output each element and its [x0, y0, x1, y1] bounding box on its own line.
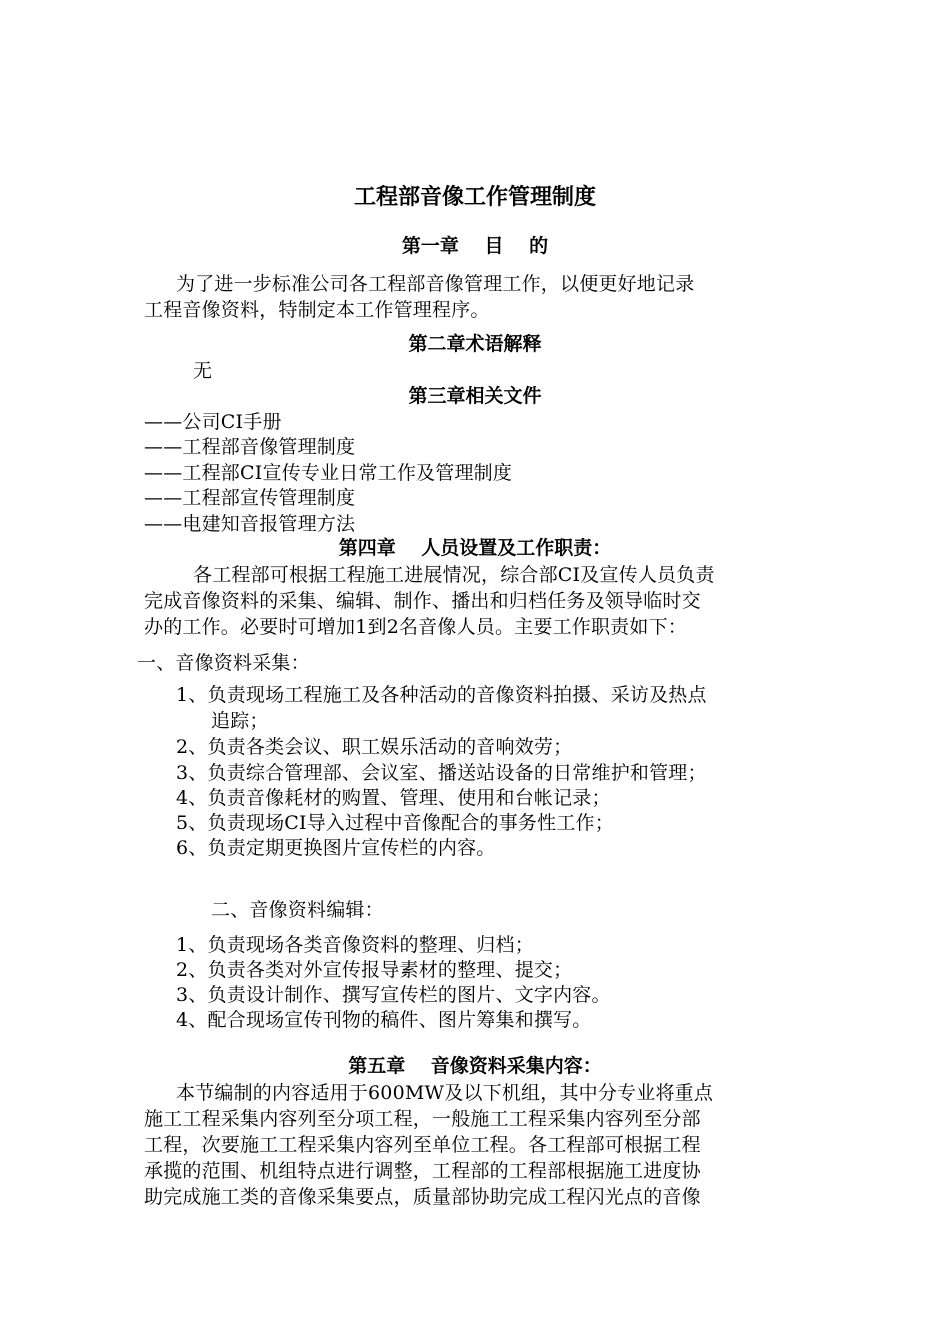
chapter-5-para-line: 助完成施工类的音像采集要点，质量部协助完成工程闪光点的音像 [144, 1186, 701, 1208]
chapter-5-para-line: 工程，次要施工工程采集内容列至单位工程。各工程部可根据工程 [144, 1134, 701, 1156]
chapter-2-text: 无 [193, 360, 213, 382]
section-2-item: 1、负责现场各类音像资料的整理、归档； [176, 934, 534, 956]
chapter-4-heading: 第四章 人员设置及工作职责： [338, 537, 612, 559]
section-1-item: 6、负责定期更换图片宣传栏的内容。 [176, 837, 496, 859]
section-1-item: 3、负责综合管理部、会议室、播送站设备的日常维护和管理； [176, 762, 707, 784]
section-1-item: 2、负责各类会议、职工娱乐活动的音响效劳； [176, 736, 573, 758]
chapter-5-para-line: 本节编制的内容适用于600MW及以下机组，其中分专业将重点 [176, 1082, 714, 1104]
chapter-3-item: ——工程部CI宣传专业日常工作及管理制度 [144, 462, 513, 484]
chapter-3-item: ——工程部宣传管理制度 [144, 487, 356, 509]
chapter-5-heading: 第五章 音像资料采集内容： [348, 1055, 602, 1077]
chapter-5-para-line: 承揽的范围、机组特点进行调整，工程部的工程部根据施工进度协 [144, 1160, 701, 1182]
chapter-1-para-line: 工程音像资料，特制定本工作管理程序。 [144, 299, 490, 321]
section-1-heading: 一、音像资料采集： [137, 652, 310, 674]
document-title: 工程部音像工作管理制度 [353, 185, 596, 210]
chapter-3-item: ——公司CI手册 [144, 411, 282, 433]
chapter-4-para-line: 办的工作。必要时可增加1到2名音像人员。主要工作职责如下： [144, 616, 687, 638]
chapter-1-para-line: 为了进一步标准公司各工程部音像管理工作，以便更好地记录 [176, 273, 695, 295]
section-2-item: 2、负责各类对外宣传报导素材的整理、提交； [176, 959, 573, 981]
chapter-2-heading: 第二章术语解释 [408, 333, 542, 355]
chapter-3-item: ——电建知音报管理方法 [144, 513, 356, 535]
chapter-3-item: ——工程部音像管理制度 [144, 436, 356, 458]
chapter-4-para-line: 各工程部可根据工程施工进展情况，综合部CI及宣传人员负责 [193, 564, 715, 586]
section-1-item: 1、负责现场工程施工及各种活动的音像资料拍摄、采访及热点 [176, 684, 707, 706]
section-2-item: 4、配合现场宣传刊物的稿件、图片筹集和撰写。 [176, 1009, 592, 1031]
section-2-item: 3、负责设计制作、撰写宣传栏的图片、文字内容。 [176, 984, 611, 1006]
section-1-item: 4、负责音像耗材的购置、管理、使用和台帐记录； [176, 787, 611, 809]
section-1-item: 5、负责现场CI导入过程中音像配合的事务性工作； [176, 812, 614, 834]
chapter-3-heading: 第三章相关文件 [408, 385, 542, 407]
chapter-5-para-line: 施工工程采集内容列至分项工程，一般施工工程采集内容列至分部 [144, 1108, 701, 1130]
chapter-4-para-line: 完成音像资料的采集、编辑、制作、播出和归档任务及领导临时交 [144, 590, 701, 612]
section-1-item-continuation: 追踪； [211, 710, 269, 732]
chapter-1-heading: 第一章 目 的 [401, 235, 549, 257]
section-2-heading: 二、音像资料编辑： [211, 899, 384, 921]
